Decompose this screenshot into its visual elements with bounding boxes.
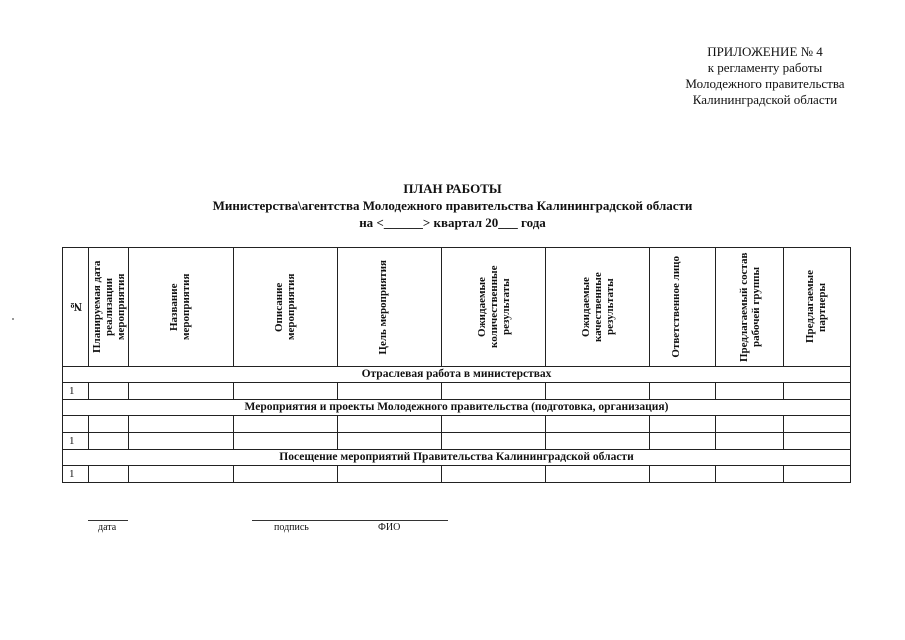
full-name-caption: ФИО — [378, 522, 401, 533]
table-cell[interactable] — [784, 416, 851, 433]
plan-subtitle: Министерства\агентства Молодежного правительства Калининградской области — [212, 198, 693, 213]
section-row — [63, 367, 851, 383]
header-partners: Предлагаемые партнеры — [784, 248, 851, 367]
plan-title: ПЛАН РАБОТЫ — [403, 181, 502, 196]
table-cell[interactable] — [546, 433, 650, 450]
appendix-line: Калининградской области — [692, 92, 838, 107]
table-cell[interactable] — [338, 433, 442, 450]
table-row — [63, 416, 851, 433]
table-header-row — [63, 248, 851, 367]
table-cell[interactable] — [716, 416, 784, 433]
table-cell[interactable] — [338, 466, 442, 483]
table-cell[interactable] — [784, 433, 851, 450]
table-cell[interactable] — [442, 383, 546, 400]
table-cell[interactable] — [129, 466, 234, 483]
table-cell[interactable] — [650, 383, 716, 400]
section-title: Мероприятия и проекты Молодежного правительства (подготовка, организация) — [63, 400, 851, 416]
table-cell[interactable] — [784, 383, 851, 400]
date-caption: дата — [98, 522, 117, 533]
table-cell[interactable] — [129, 416, 234, 433]
table-cell[interactable] — [89, 416, 129, 433]
table-cell[interactable] — [129, 433, 234, 450]
signature-caption: подпись — [274, 522, 309, 533]
plan-table — [62, 247, 851, 483]
table-cell[interactable] — [338, 416, 442, 433]
table-cell[interactable] — [650, 433, 716, 450]
table-cell[interactable] — [546, 416, 650, 433]
table-cell[interactable] — [234, 383, 338, 400]
table-cell[interactable] — [89, 433, 129, 450]
appendix-line: к регламенту работы — [707, 60, 823, 75]
table-cell[interactable] — [784, 466, 851, 483]
header-event-name: Название мероприятия — [129, 248, 234, 367]
row-number: 1 — [63, 433, 89, 450]
header-number: № — [63, 248, 89, 367]
header-working-group: Предлагаемый состав рабочей группы — [716, 248, 784, 367]
table-cell[interactable] — [716, 383, 784, 400]
appendix-line: Молодежного правительства — [685, 76, 845, 91]
table-cell[interactable] — [338, 383, 442, 400]
table-cell[interactable] — [716, 466, 784, 483]
table-cell[interactable] — [546, 383, 650, 400]
header-event-goal: Цель мероприятия — [338, 248, 442, 367]
appendix-number: ПРИЛОЖЕНИЕ № 4 — [707, 44, 823, 59]
header-event-description: Описание мероприятия — [234, 248, 338, 367]
table-cell[interactable] — [234, 416, 338, 433]
section-title: Посещение мероприятий Правительства Калининградской области — [63, 450, 851, 466]
signature-line — [252, 520, 448, 521]
row-number: 1 — [63, 383, 89, 400]
scan-speck — [12, 318, 14, 320]
header-quantitative-results: Ожидаемые количественные результаты — [442, 248, 546, 367]
table-row — [63, 383, 851, 400]
table-cell[interactable] — [546, 466, 650, 483]
table-cell[interactable] — [650, 416, 716, 433]
plan-period: на <______> квартал 20___ года — [359, 215, 546, 230]
table-cell[interactable] — [89, 383, 129, 400]
table-row — [63, 466, 851, 483]
table-cell[interactable] — [234, 466, 338, 483]
table-cell[interactable] — [716, 433, 784, 450]
table-cell[interactable] — [234, 433, 338, 450]
appendix-header — [640, 44, 890, 108]
section-title: Отраслевая работа в министерствах — [63, 367, 851, 383]
table-row — [63, 433, 851, 450]
row-number: 1 — [63, 466, 89, 483]
table-cell[interactable] — [129, 383, 234, 400]
table-cell[interactable] — [89, 466, 129, 483]
table-cell[interactable] — [63, 416, 89, 433]
header-responsible-person: Ответственное лицо — [650, 248, 716, 367]
table-cell[interactable] — [442, 416, 546, 433]
table-cell[interactable] — [442, 466, 546, 483]
table-cell[interactable] — [650, 466, 716, 483]
section-row — [63, 450, 851, 466]
header-planned-date: Планируемая дата реализации мероприятия — [89, 248, 129, 367]
header-qualitative-results: Ожидаемые качественные результаты — [546, 248, 650, 367]
section-row — [63, 400, 851, 416]
table-cell[interactable] — [442, 433, 546, 450]
date-signature-line — [88, 520, 128, 521]
